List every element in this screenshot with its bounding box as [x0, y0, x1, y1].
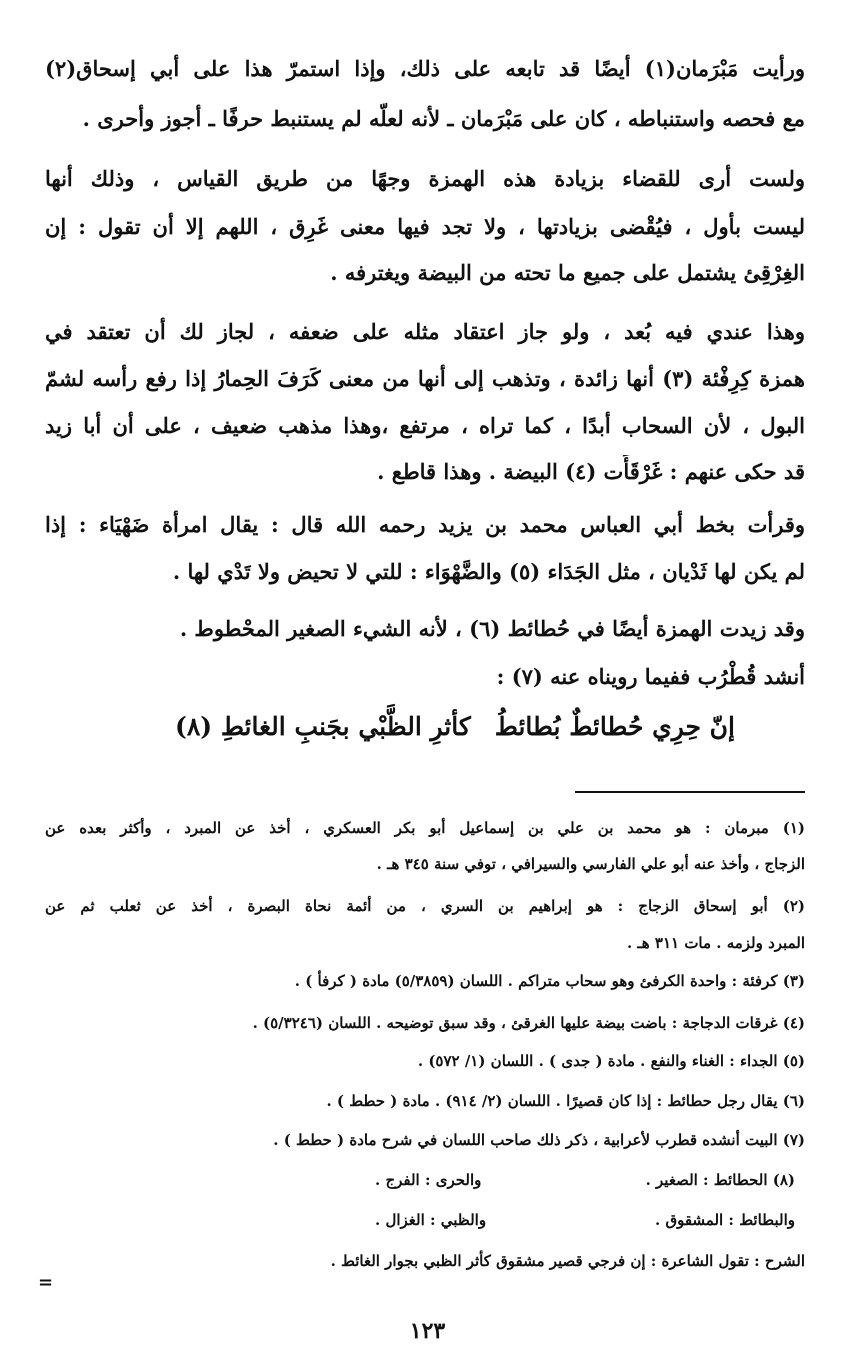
margin-mark: = — [38, 1272, 54, 1293]
body-line: همزة كِرِفْئة (٣) أنها زائدة ، وتذهب إلى أنها من معنى كَرَفَ الحِمارُ إذا رفع رأسه لشمّ — [45, 366, 805, 391]
body-line: قد حكى عنهم : غَرْقَأَت (٤) البيضة . وهذا قاطع . — [377, 459, 805, 484]
footnote-line: المبرد ولزمه . مات ٣١١ هـ . — [626, 934, 805, 952]
body-line: وقرأت بخط أبي العباس محمد بن يزيد رحمه الله قال : يقال امرأة ضَهْيَاء : إذا — [45, 512, 805, 537]
body-line: ورأيت مَبْرَمان(١) أيضًا قد تابعه على ذلك، وإذا استمرّ هذا على أبي إسحاق(٢) — [45, 56, 805, 81]
gloss-term: والحرى : الفرج . — [375, 1171, 482, 1189]
footnote-gloss-row — [375, 1167, 795, 1193]
footnote-line: (٧) البيت أنشده قطرب لأعرابية ، ذكر ذلك صاحب اللسان في شرح مادة ( حطط ) . — [273, 1131, 805, 1149]
footnote-line: (٤) غرقات الدجاجة : باضت بيضة عليها الغرقئ ، وقد سبق توضيحه . اللسان (٥/٣٢٤٦) . — [252, 1014, 805, 1032]
footnote-line: (٣) كرفئة : واحدة الكرفئ وهو سحاب متراكم . اللسان (٥/٣٨٥٩) مادة ( كرفأ ) . — [294, 972, 805, 990]
body-line: وقد زيدت الهمزة أيضًا في حُطائط (٦) ، لأنه الشيء الصغير المحْطوط . — [179, 616, 805, 641]
body-line: الغِرْقِئ يشتمل على جميع ما تحته من البيضة ويغترفه . — [330, 260, 805, 285]
gloss-term: والظبي : الغزال . — [375, 1211, 487, 1229]
gloss-term: (٨) الحطائط : الصغير . — [645, 1171, 795, 1189]
body-line: مع فحصه واستنباطه ، كان على مَبْرَمان ـ لأنه لعلّه لم يستنبط حرفًا ـ أجوز وأحرى . — [82, 106, 805, 131]
body-line: لم يكن لها ثَدْيان ، مثل الجَدَاء (٥) والضَّهْوَاء : للتي لا تحيض ولا تَدْي لها . — [172, 559, 805, 584]
verse-second-hemistich: كأثرِ الظَّبْي بجَنبِ الغائطِ (٨) — [175, 712, 471, 741]
body-line: البول ، لأن السحاب أبدًا ، كما تراه ، مرتفع ،وهذا مذهب ضعيف ، على أن أبا زيد — [45, 413, 805, 438]
body-line: ليست بأول ، فيُقْضى بزيادتها ، ولا تجد فيها معنى غَرِق ، اللهم إلا أن تقول : إن — [45, 214, 805, 239]
footnote-separator — [575, 791, 805, 793]
body-line: أنشد قُطْرُب ففيما رويناه عنه (٧) : — [496, 664, 805, 689]
footnote-line: (١) مبرمان : هو محمد بن علي بن إسماعيل أبو بكر العسكري ، أخذ عن المبرد ، وأكثر بعده عن — [45, 819, 805, 837]
footnote-line: (٦) يقال رجل حطائط : إذا كان قصيرًا . اللسان (٢/ ٩١٤) . مادة ( حطط ) . — [326, 1092, 805, 1110]
footnote-line: الزجاج ، وأخذ عنه أبو علي الفارسي والسيرافي ، توفي سنة ٣٤٥ هـ . — [376, 855, 805, 873]
body-line: ولست أرى للقضاء بزيادة هذه الهمزة وجهًا من طريق القياس ، وذلك أنها — [45, 166, 805, 191]
verse-first-hemistich: إنّ حِرِي حُطائطٌ بُطائطُ — [494, 712, 735, 741]
footnote-line: (٥) الجداء : الغناء والنفع . مادة ( جدى ) . اللسان (١/ ٥٧٢) . — [417, 1052, 805, 1070]
gloss-term: والبطائط : المشقوق . — [655, 1211, 795, 1229]
footnote-line: (٢) أبو إسحاق الزجاج : هو إبراهيم بن السري ، من أئمة نحاة البصرة ، أخذ عن ثعلب ثم عن — [45, 897, 805, 915]
page-number: ١٢٣ — [409, 1318, 446, 1344]
footnote-gloss-row — [375, 1207, 795, 1233]
body-line: وهذا عندي فيه بُعد ، ولو جاز اعتقاد مثله على ضعفه ، لجاز لك أن تعتقد في — [45, 319, 805, 344]
poetry-verse — [175, 712, 735, 758]
footnote-explanation: الشرح : تقول الشاعرة : إن فرجي قصير مشقوق كأثر الظبي بجوار الغائط . — [330, 1252, 805, 1270]
